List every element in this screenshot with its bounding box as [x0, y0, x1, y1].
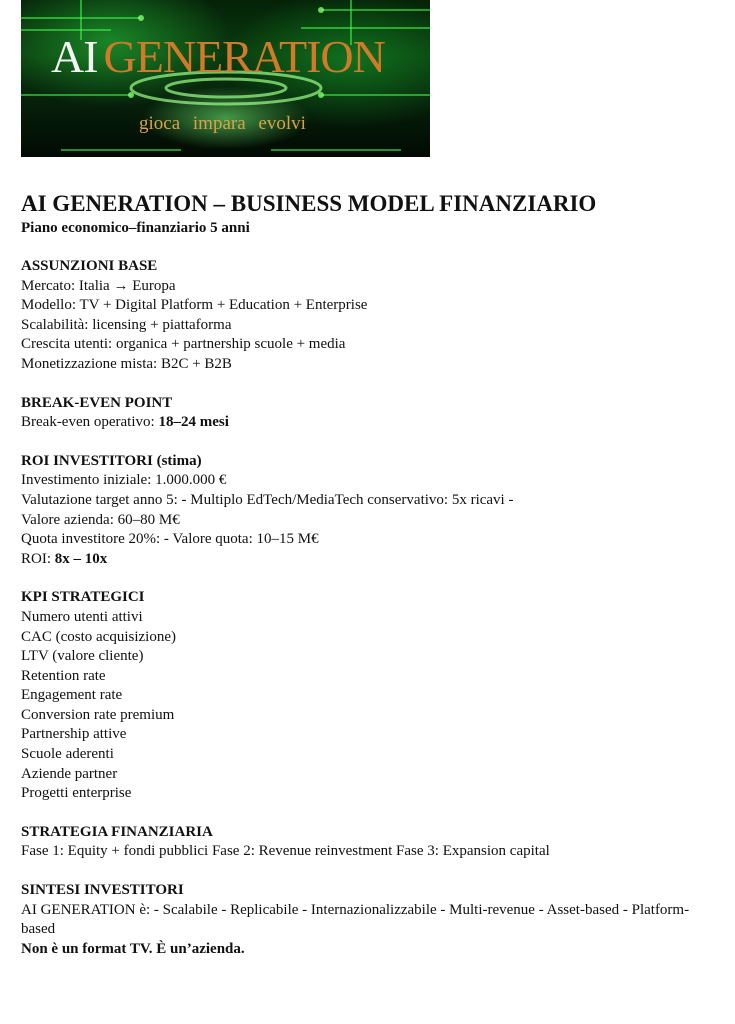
break-even-label: Break-even operativo:: [21, 414, 159, 431]
document-title: AI GENERATION – BUSINESS MODEL FINANZIARIO: [21, 191, 597, 216]
section-sintesi: [21, 881, 721, 959]
sintesi-closing: Non è un format TV. È un’azienda.: [21, 940, 245, 957]
roi-label: ROI:: [21, 550, 55, 567]
list-item: Engagement rate: [21, 687, 123, 704]
section-break-even: [21, 394, 721, 433]
break-even-value: 18–24 mesi: [158, 414, 229, 431]
list-item: Investimento iniziale: 1.000.000 €: [21, 472, 227, 489]
list-item: Progetti enterprise: [21, 785, 132, 802]
section-heading: ROI INVESTITORI (stima): [21, 452, 202, 469]
banner-logo: [51, 31, 385, 82]
list-item: Conversion rate premium: [21, 706, 175, 723]
section-roi: [21, 452, 721, 570]
section-heading: SINTESI INVESTITORI: [21, 882, 184, 899]
section-strategia: [21, 823, 721, 862]
roi-line: [21, 550, 721, 570]
banner-image: [21, 0, 430, 157]
section-kpi: [21, 588, 721, 804]
list-item: Numero utenti attivi: [21, 608, 143, 625]
roi-value: 8x – 10x: [54, 550, 108, 567]
strategia-text: Fase 1: Equity + fondi pubblici Fase 2: Revenue reinvestment Fase 3: Expansion capital: [21, 843, 550, 860]
section-heading: ASSUNZIONI BASE: [21, 258, 158, 274]
list-item: LTV (valore cliente): [21, 648, 144, 665]
list-item: Valutazione target anno 5: - Multiplo EdTech/MediaTech conservativo: 5x ricavi -: [21, 491, 514, 508]
list-item: Scalabilità: licensing + piattaforma: [21, 316, 232, 333]
section-heading: STRATEGIA FINANZIARIA: [21, 823, 213, 840]
list-item: Valore azienda: 60–80 M€: [21, 511, 180, 528]
logo-ai-text: AI: [51, 31, 98, 82]
logo-generation-text: GENERATION: [103, 31, 385, 82]
break-even-line: [21, 413, 721, 433]
list-item: Retention rate: [21, 667, 106, 684]
list-item: CAC (costo acquisizione): [21, 628, 176, 645]
list-item: Monetizzazione mista: B2C + B2B: [21, 355, 232, 372]
list-item: Partnership attive: [21, 726, 127, 743]
section-heading: KPI STRATEGICI: [21, 589, 145, 606]
section-heading: BREAK-EVEN POINT: [21, 394, 173, 411]
document-body: [21, 190, 721, 959]
list-item: Aziende partner: [21, 765, 118, 782]
list-item: Scuole aderenti: [21, 746, 114, 763]
sintesi-text: AI GENERATION è: - Scalabile - Replicabile - Internazionalizzabile - Multi-revenue - Asset-based - Platform-based: [21, 901, 690, 938]
section-assunzioni: [21, 257, 721, 375]
list-item: Crescita utenti: organica + partnership scuole + media: [21, 336, 346, 353]
list-item: Mercato: Italia → Europa: [21, 277, 176, 294]
list-item: Quota investitore 20%: - Valore quota: 10–15 M€: [21, 531, 319, 548]
document-subtitle: Piano economico–finanziario 5 anni: [21, 220, 250, 236]
list-item: Modello: TV + Digital Platform + Education + Enterprise: [21, 297, 368, 314]
banner-tagline: gioca impara evolvi: [139, 113, 306, 134]
